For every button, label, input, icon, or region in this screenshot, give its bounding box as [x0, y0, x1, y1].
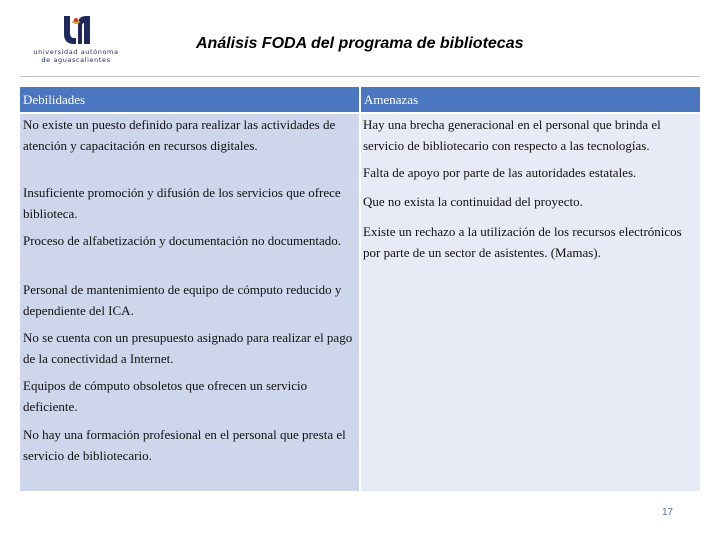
- university-emblem-icon: [60, 14, 94, 46]
- swot-table: [20, 87, 700, 491]
- threat-item: Que no exista la continuidad del proyecto.: [363, 194, 583, 209]
- university-logo: [20, 14, 132, 72]
- weakness-item: Proceso de alfabetización y documentación no documentado.: [23, 233, 342, 248]
- logo-text-line2: de aguascalientes: [41, 56, 111, 64]
- weaknesses-header: Debilidades: [23, 92, 86, 107]
- page-number: 17: [662, 507, 674, 518]
- column-divider: [359, 87, 361, 491]
- logo-text: [20, 48, 132, 64]
- page-title: Análisis FODA del programa de bibliotecas: [196, 35, 524, 52]
- logo-text-line1: universidad autónoma: [33, 48, 119, 56]
- weakness-item: No se cuenta con un presupuesto asignado para realizar el pago de la conectividad a Internet.: [23, 330, 353, 366]
- threats-header: Amenazas: [364, 92, 419, 107]
- threat-item: Hay una brecha generacional en el personal que brinda el servicio de bibliotecario con respecto a las tecnologías.: [363, 117, 661, 153]
- threat-item: Falta de apoyo por parte de las autoridades estatales.: [363, 165, 637, 180]
- weakness-item: No hay una formación profesional en el personal que presta el servicio de bibliotecario.: [23, 427, 346, 463]
- title-divider: [20, 76, 700, 77]
- weakness-item: No existe un puesto definido para realizar las actividades de atención y capacitación en recursos digitales.: [23, 117, 336, 153]
- threat-item: Existe un rechazo a la utilización de los recursos electrónicos por parte de un sector de asistentes. (Mamas).: [363, 224, 682, 260]
- weakness-item: Insuficiente promoción y difusión de los servicios que ofrece biblioteca.: [23, 185, 341, 221]
- weakness-item: Personal de mantenimiento de equipo de cómputo reducido y dependiente del ICA.: [23, 282, 342, 318]
- weakness-item: Equipos de cómputo obsoletos que ofrecen un servicio deficiente.: [23, 378, 308, 414]
